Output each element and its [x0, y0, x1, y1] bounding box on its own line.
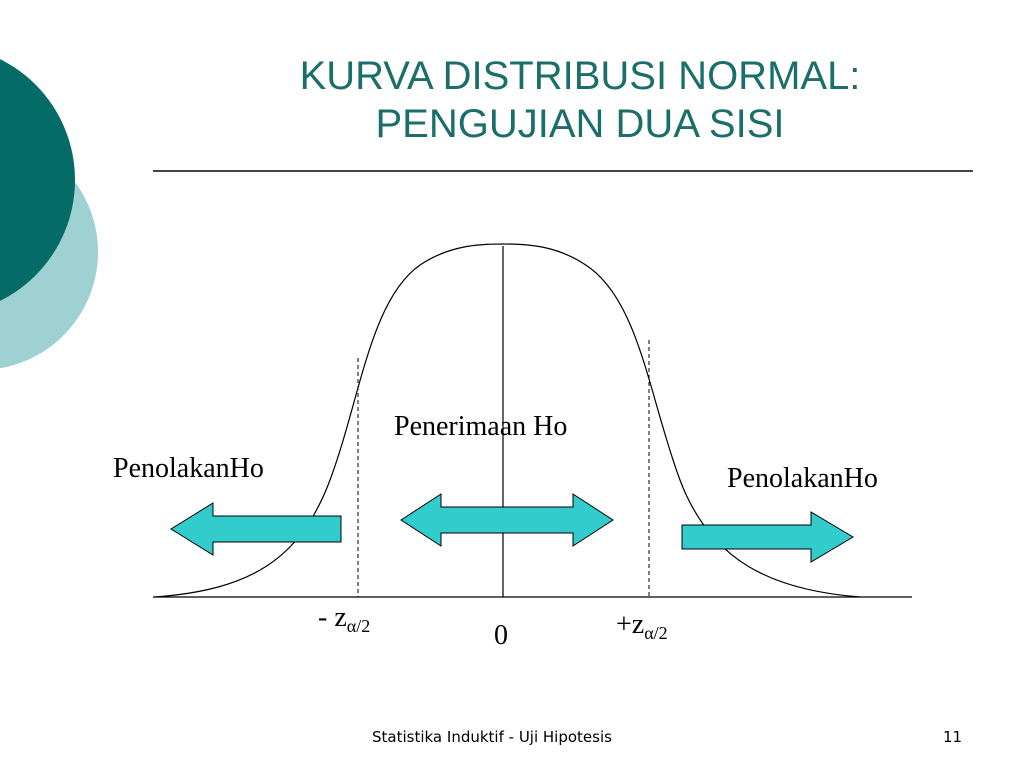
center-zero-label: 0: [494, 620, 508, 651]
left-critical-prefix: - z: [318, 602, 347, 633]
right-rejection-arrow: [682, 512, 853, 562]
acceptance-region-label: Penerimaan Ho: [394, 411, 568, 442]
title-line-2: PENGUJIAN DUA SISI: [375, 102, 785, 146]
left-rejection-label: PenolakanHo: [113, 453, 264, 484]
right-rejection-label: PenolakanHo: [727, 463, 878, 494]
page-number: 11: [943, 728, 963, 746]
right-critical-prefix: +z: [616, 609, 645, 640]
left-critical-value-label: [318, 602, 370, 634]
acceptance-double-arrow: [401, 494, 613, 546]
left-critical-subscript: α/2: [346, 616, 371, 636]
right-critical-subscript: α/2: [644, 623, 668, 643]
footer-caption: Statistika Induktif - Uji Hipotesis: [372, 728, 612, 746]
right-critical-value-label: [616, 609, 668, 641]
title-line-1: KURVA DISTRIBUSI NORMAL:: [299, 54, 861, 98]
